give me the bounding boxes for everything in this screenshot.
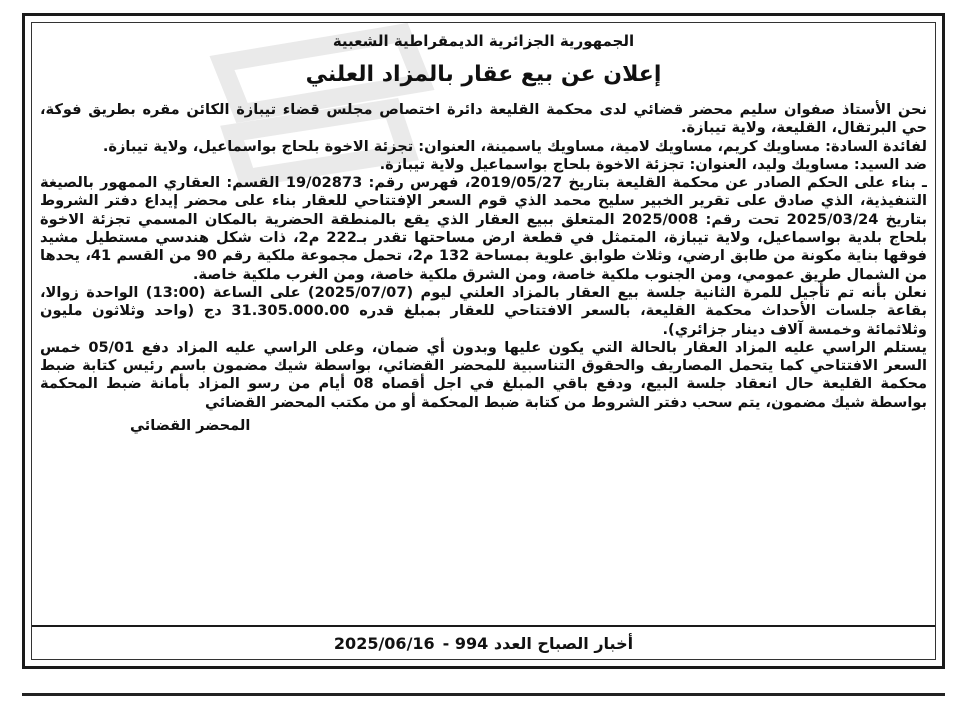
bailiff-paragraph: نحن الأستاذ صفوان سليم محضر قضائي لدى محكمة القليعة دائرة اختصاص مجلس قضاء تيبازة الكائن مقره بطريق فوكة، حي البرتقال، القليعة، ولاية تيبازة. xyxy=(40,101,927,137)
announcement-frame xyxy=(22,13,945,669)
auction-date-paragraph: نعلن بأنه تم تأجيل للمرة الثانية جلسة بيع العقار بالمزاد العلني ليوم (2025/07/07) على الساعة (13:00) الواحدة زوالا، بقاعة جلسات الأحداث محكمة القليعة، بالسعر الافتتاحي للعقار بمبلغ قدره 31.305.000.00 دج (واحد وثلاثون مليون وثلاثمائة وخمسة آلاف دينار جزائري). xyxy=(40,283,927,338)
judgment-paragraph: ـ بناء على الحكم الصادر عن محكمة القليعة بتاريخ 2019/05/27، فهرس رقم: 19/02873 القسم: العقاري الممهور بالصيغة التنفيذية، الذي صادق على تقرير الخبير سليح محمد الذي قوم السعر الإفتتاحي للعقار بناء على محضر إيداع دفتر الشروط بتاريخ 2025/03/24 تحت رقم: 2025/008 المتعلق ببيع العقار الذي يقع بالمنطقة الحضرية بالمكان المسمي تجزئة الاخوة بلحاج بلدية بواسماعيل، ولاية تيبازة، المتمثل في قطعة ارض مساحتها تقدر بـ222 م2، ذات شكل هندسي مستطيل مشيد فوقها بناية مكونة من طابق ارضي، وثلاث طوابق علوية بمساحة 132 م2، تحمل مجموعة ملكية رقم 90 من القسم 41، يحدها من الشمال طريق عمومي، ومن الجنوب ملكية خاصة، ومن الشرق ملكية خاصة، ومن الغرب ملكية خاصة. xyxy=(40,174,927,283)
publication-date: 2025/06/16 xyxy=(333,633,435,653)
announcement-content xyxy=(40,31,927,627)
beneficiaries-paragraph: لفائدة السادة: مساويك كريم، مساويك لامية، مساويك ياسمينة، العنوان: تجزئة الاخوة بلحاج بواسماعيل، ولاية تيبازة. xyxy=(102,137,927,155)
announcement-inner-border xyxy=(31,22,936,660)
publication-footer xyxy=(32,625,935,659)
defendant-paragraph: ضد السيد: مساويك وليد، العنوان: تجزئة الاخوة بلحاج بواسماعيل ولاية تيبازة. xyxy=(379,155,927,173)
payment-terms-paragraph: يستلم الراسي عليه المزاد العقار بالحالة التي يكون عليها وبدون أي ضمان، وعلى الراسي عليه المزاد دفع 05/01 خمس السعر الافتتاحي كما يتحمل المصاريف والحقوق التناسبية للمحضر القضائي، بواسطة شيك مضمون باسم رئيس كتابة ضبط محكمة القليعة حال انعقاد جلسة البيع، ودفع باقي المبلغ في اجل أقصاه 08 أيام من رسو المزاد بأمانة ضبط المحكمة بواسطة شيك مضمون، يتم سحب دفتر الشروط من كتابة ضبط المحكمة أو من مكتب المحضر القضائي xyxy=(40,338,927,411)
signature: المحضر القضائي xyxy=(130,417,251,435)
publication-name: أخبار الصباح العدد 994 - xyxy=(442,633,634,653)
bottom-divider xyxy=(22,693,945,696)
announcement-title: إعلان عن بيع عقار بالمزاد العلني xyxy=(305,62,662,87)
republic-heading: الجمهورية الجزائرية الديمقراطية الشعبية xyxy=(332,32,635,50)
